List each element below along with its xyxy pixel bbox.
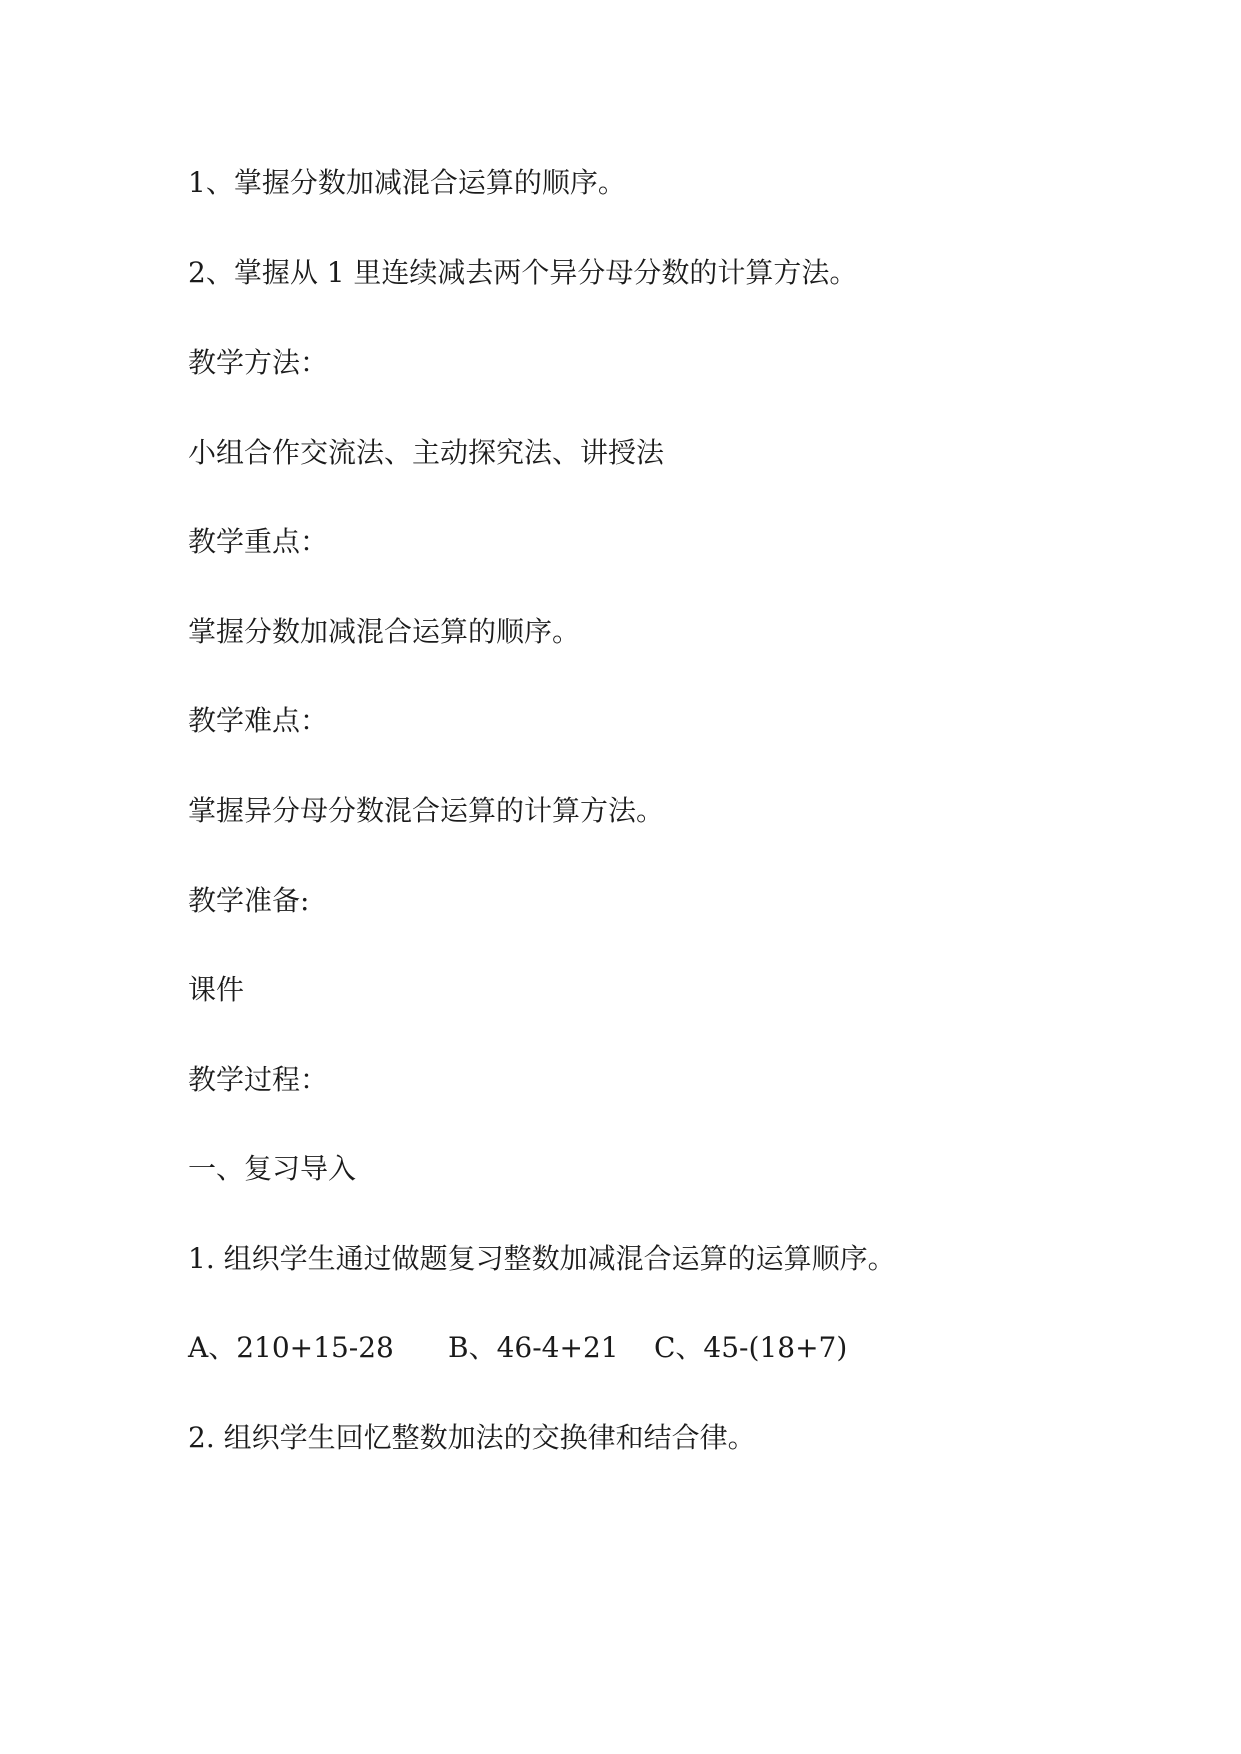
difficulty-text: 掌握异分母分数混合运算的计算方法。 — [188, 794, 665, 827]
teaching-method-text: 小组合作交流法、主动探究法、讲授法 — [188, 436, 665, 469]
difficulty-heading: 教学难点： — [188, 704, 329, 737]
preparation-text: 课件 — [188, 973, 245, 1006]
review-step-1: 1. 组织学生通过做题复习整数加减混合运算的运算顺序。 — [188, 1242, 896, 1275]
review-step-2: 2. 组织学生回忆整数加法的交换律和结合律。 — [188, 1421, 756, 1454]
section-review-intro: 一、复习导入 — [188, 1152, 357, 1185]
process-heading: 教学过程： — [188, 1063, 329, 1096]
expression-row — [188, 1328, 948, 1368]
objective-2: 2、掌握从 1 里连续减去两个异分母分数的计算方法。 — [188, 256, 858, 289]
expression-a: A、210+15-28 — [188, 1331, 394, 1364]
objective-1: 1、掌握分数加减混合运算的顺序。 — [188, 166, 626, 199]
expression-b: B、46-4+21 — [448, 1331, 619, 1364]
preparation-heading: 教学准备: — [188, 884, 310, 917]
key-point-text: 掌握分数加减混合运算的顺序。 — [188, 615, 581, 648]
expression-c: C、45-(18+7) — [654, 1331, 848, 1364]
key-point-heading: 教学重点： — [188, 525, 329, 558]
teaching-method-heading: 教学方法： — [188, 346, 329, 379]
